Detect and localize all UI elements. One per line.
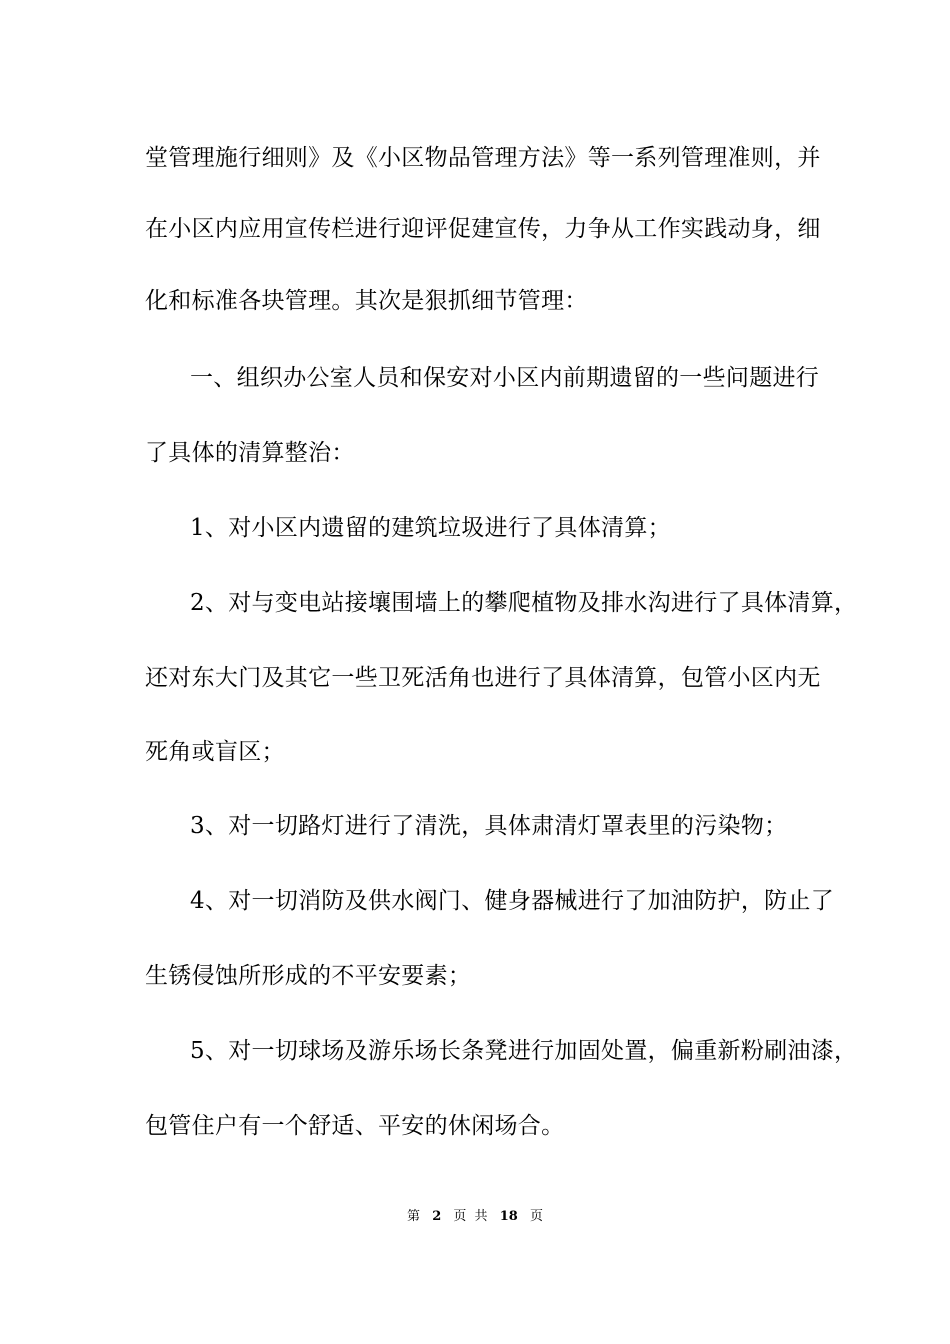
list-item-line: 5、对一切球场及游乐场长条凳进行加固处置，偏重新粉刷油漆， [190, 1038, 858, 1064]
footer-current-page: 2 [432, 1209, 442, 1224]
list-item-line: 生锈侵蚀所形成的不平安要素； [145, 963, 472, 989]
list-item-line: 1、对小区内遗留的建筑垃圾进行了具体清算； [190, 515, 671, 541]
footer-prefix: 第 [407, 1209, 421, 1224]
footer-suffix: 页 [529, 1209, 543, 1224]
paragraph-line: 堂管理施行细则》及《小区物品管理方法》等一系列管理准则，并 [145, 145, 821, 171]
list-item-line: 包管住户有一个舒适、平安的休闲场合。 [145, 1113, 565, 1139]
list-item-line: 3、对一切路灯进行了清洗，具体肃清灯罩表里的污染物； [190, 813, 788, 839]
footer-page-word: 页 [453, 1209, 467, 1224]
page-footer [0, 1208, 950, 1226]
list-item-line: 4、对一切消防及供水阀门、健身器械进行了加油防护，防止了 [190, 888, 835, 914]
footer-total-word: 共 [474, 1209, 488, 1224]
paragraph-line: 一、组织办公室人员和保安对小区内前期遗留的一些问题进行 [190, 365, 820, 391]
list-item-line: 2、对与变电站接壤围墙上的攀爬植物及排水沟进行了具体清算， [190, 590, 858, 616]
list-item-line: 死角或盲区； [145, 739, 285, 765]
paragraph-line: 在小区内应用宣传栏进行迎评促建宣传，力争从工作实践动身，细 [145, 216, 821, 242]
paragraph-line: 化和标准各块管理。其次是狠抓细节管理： [145, 288, 588, 314]
paragraph-line: 了具体的清算整治： [145, 440, 355, 466]
list-item-line: 还对东大门及其它一些卫死活角也进行了具体清算，包管小区内无 [145, 665, 821, 691]
footer-total-pages: 18 [499, 1209, 518, 1224]
